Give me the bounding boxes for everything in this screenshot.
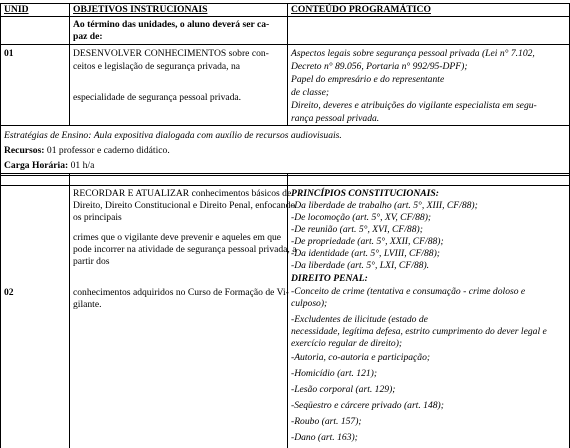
col-divider-2-lower — [287, 173, 288, 448]
unit2-objective-line: pode incorrer na atividade de segurança pessoal privada, a — [73, 244, 297, 255]
principio-item: -Da liberdade de trabalho (art. 5°, XIII, CF/88); — [291, 200, 478, 211]
carga-value: 01 h/a — [70, 160, 95, 171]
unit1-bottom-border — [0, 125, 570, 126]
penal-item: -Lesão corporal (art. 129); — [291, 384, 396, 395]
penal-item: necessidade, legítima defesa, estrito cumprimento do dever legal e — [291, 326, 547, 337]
principio-item: -De propriedade (art. 5°, XXII, CF/88); — [291, 236, 444, 247]
strategies-bottom-border — [0, 173, 570, 176]
penal-item: -Conceito de crime (tentativa e consumação - crime doloso e — [291, 286, 526, 297]
penal-item: -Homicídio (art. 121); — [291, 368, 378, 379]
unit1-objective-line-1: DESENVOLVER CONHECIMENTOS sobre con- — [73, 48, 269, 59]
unit1-content-line: Aspectos legais sobre segurança pessoal privada (Lei n° 7.102, — [291, 48, 535, 59]
penal-item: -Dano (art. 163); — [291, 432, 358, 443]
unit2-objective-line: Direito, Direito Constitucional e Direito Penal, enfocando — [73, 200, 296, 211]
col-divider-2 — [287, 3, 288, 126]
recursos-label: Recursos: — [4, 145, 45, 156]
unit2-objective-line: conhecimentos adquiridos no Curso de Formação de Vi- — [73, 287, 289, 298]
unit1-content-line: Direito, deveres e atribuições do vigilante especialista em segu- — [291, 100, 537, 111]
penal-title: DIREITO PENAL: — [291, 273, 368, 284]
unit2-objective-line: gilante. — [73, 299, 102, 310]
carga-label: Carga Horária: — [4, 160, 69, 171]
unit2-objective-line: os principais — [73, 212, 122, 223]
header-bottom-border — [0, 16, 570, 17]
penal-item: exercício regular de direito); — [291, 338, 403, 349]
unit2-number: 02 — [4, 287, 14, 298]
unit2-objective-line: RECORDAR E ATUALIZAR conhecimentos básicos de — [73, 188, 292, 199]
penal-item: -Seqüestro e cárcere privado (art. 148); — [291, 400, 444, 411]
table-left-border — [0, 3, 1, 126]
principio-item: -De reunião (art. 5°, XVI, CF/88); — [291, 224, 423, 235]
header-objetivos: OBJETIVOS INSTRUCIONAIS — [73, 4, 208, 15]
recursos-line — [4, 145, 170, 157]
carga-line — [4, 160, 94, 172]
penal-item: -Excludentes de ilicitude (estado de — [291, 314, 428, 325]
intro-bottom-border — [0, 44, 570, 45]
penal-item: culposo); — [291, 298, 328, 309]
unit2-objective-line: crimes que o vigilante deve prevenir e aqueles em que — [73, 232, 282, 243]
penal-item: -Roubo (art. 157); — [291, 416, 362, 427]
unit1-content-line: rança pessoal privada. — [291, 113, 380, 124]
unit1-objective-line-2: ceitos e legislação de segurança privada, na — [73, 61, 241, 72]
unit1-objective-line-3: especialidade de segurança pessoal privada. — [73, 92, 242, 103]
col-divider-1-lower — [69, 173, 70, 448]
principio-item: -Da identidade (art. 5°, LVIII, CF/88); — [291, 248, 440, 259]
unit1-content-line: de classe; — [291, 87, 330, 98]
col-divider-1 — [69, 3, 70, 126]
recursos-value: 01 professor e caderno didático. — [46, 145, 170, 156]
principios-title: PRINCÍPIOS CONSTITUCIONAIS: — [291, 188, 439, 199]
unit1-number: 01 — [4, 48, 14, 59]
unit2-top-border — [0, 185, 570, 186]
table-left-border-lower — [0, 173, 1, 448]
strategies-left-border — [0, 125, 1, 175]
strategies-value: Aula expositiva dialogada com auxílio de recursos audiovisuais. — [93, 130, 342, 141]
principio-item: -De locomoção (art. 5°, XV, CF/88); — [291, 212, 432, 223]
penal-item: -Autoria, co-autoria e participação; — [291, 352, 431, 363]
unit1-content-line: Decreto n° 89.056, Portaria n° 992/95-DPF); — [291, 61, 468, 72]
header-unid: UNID — [4, 4, 29, 15]
strategies-label: Estratégias de Ensino: — [4, 130, 92, 141]
strategies-line — [4, 130, 342, 142]
unit1-content-line: Papel do empresário e do representante — [291, 74, 445, 85]
principio-item: -Da liberdade (art. 5°, LXI, CF/88). — [291, 260, 430, 271]
unit2-objective-line: partir dos — [73, 256, 110, 267]
header-conteudo: CONTEÚDO PROGRAMÁTICO — [291, 4, 431, 15]
intro-line-2: paz de: — [73, 31, 103, 42]
intro-line-1: Ao término das unidades, o aluno deverá ser ca- — [73, 19, 270, 30]
